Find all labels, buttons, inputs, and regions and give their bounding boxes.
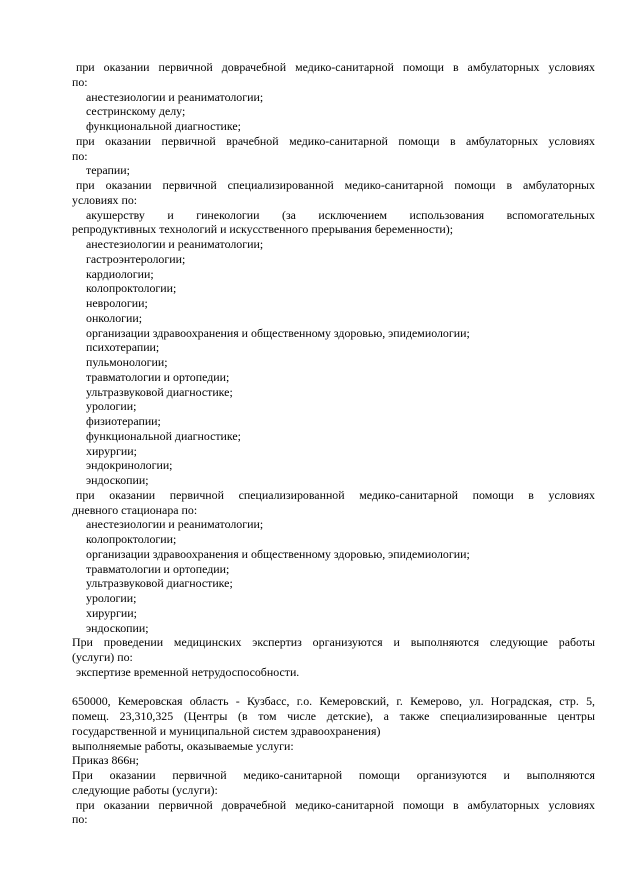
- text-line: терапии;: [86, 163, 130, 178]
- text-line: физиотерапии;: [86, 414, 161, 428]
- text-line: Приказ 866н;: [72, 753, 139, 768]
- text-line: при оказании первичной специализированной медико-санитарной помощи в амбулаторных: [76, 178, 595, 192]
- text-line: хирургии;: [86, 443, 137, 458]
- text-line: эндокринологии;: [86, 458, 173, 473]
- text-line: урологии;: [86, 399, 137, 414]
- text-line: организации здравоохранения и общественному здоровью, эпидемиологии;: [86, 546, 470, 561]
- text-line: психотерапии;: [86, 340, 160, 355]
- text-line: функциональной диагностике;: [86, 428, 241, 443]
- text-line: урологии;: [86, 591, 137, 605]
- text-line: анестезиологии и реаниматологии;: [86, 517, 264, 532]
- text-line: акушерству и гинекологии (за исключением использования вспомогательных: [86, 207, 595, 222]
- text-line: сестринскому делу;: [86, 104, 186, 119]
- text-line: при оказании первичной доврачебной медико-санитарной помощи в амбулаторных условиях: [76, 797, 595, 812]
- text-line: по:: [72, 812, 88, 827]
- text-line: хирургии;: [86, 605, 137, 620]
- text-line: гастроэнтерологии;: [86, 251, 186, 266]
- text-line: эндоскопии;: [86, 473, 149, 487]
- text-line: помещ. 23,310,325 (Центры (в том числе детские), а также специализированные центры: [72, 709, 595, 723]
- text-line: организации здравоохранения и общественному здоровью, эпидемиологии;: [86, 325, 470, 340]
- text-line: колопроктологии;: [86, 532, 177, 546]
- text-line: При оказании первичной медико-санитарной помощи организуются и выполняются: [72, 768, 595, 782]
- text-line: при оказании первичной доврачебной медико-санитарной помощи в амбулаторных условиях: [76, 60, 595, 74]
- text-line: репродуктивных технологий и искусственного прерывания беременности);: [72, 222, 454, 237]
- text-line: кардиологии;: [86, 266, 154, 281]
- text-line: травматологии и ортопедии;: [86, 369, 230, 384]
- text-line: следующие работы (услуги):: [72, 782, 218, 797]
- text-line: (услуги) по:: [72, 650, 133, 664]
- text-line: условиях по:: [72, 192, 138, 207]
- text-line: экспертизе временной нетрудоспособности.: [76, 664, 300, 679]
- text-line: травматологии и ортопедии;: [86, 561, 230, 576]
- text-line: При проведении медицинских экспертиз организуются и выполняются следующие работы: [72, 635, 595, 650]
- text-line: функциональной диагностике;: [86, 119, 241, 133]
- text-line: анестезиологии и реаниматологии;: [86, 89, 264, 104]
- text-line: ультразвуковой диагностике;: [86, 384, 233, 399]
- text-line: пульмонологии;: [86, 355, 168, 369]
- blank-line: [72, 680, 595, 695]
- text-line: колопроктологии;: [86, 281, 177, 296]
- text-line: по:: [72, 148, 88, 163]
- text-line: при оказании первичной специализированной медико-санитарной помощи в условиях: [76, 487, 595, 502]
- text-line: анестезиологии и реаниматологии;: [86, 237, 264, 251]
- text-line: государственной и муниципальной систем здравоохранения): [72, 723, 381, 738]
- document-page: [72, 60, 595, 827]
- text-line: по:: [72, 74, 88, 89]
- text-line: эндоскопии;: [86, 620, 149, 635]
- text-line: неврологии;: [86, 296, 148, 310]
- text-line: при оказании первичной врачебной медико-санитарной помощи в амбулаторных условиях: [76, 133, 595, 148]
- text-line: ультразвуковой диагностике;: [86, 576, 233, 591]
- text-line: дневного стационара по:: [72, 502, 198, 517]
- text-line: онкологии;: [86, 310, 143, 325]
- text-line: 650000, Кемеровская область - Кузбасс, г.о. Кемеровский, г. Кемерово, ул. Ноградская, стр. 5,: [72, 694, 595, 709]
- text-line: выполняемые работы, оказываемые услуги:: [72, 738, 294, 753]
